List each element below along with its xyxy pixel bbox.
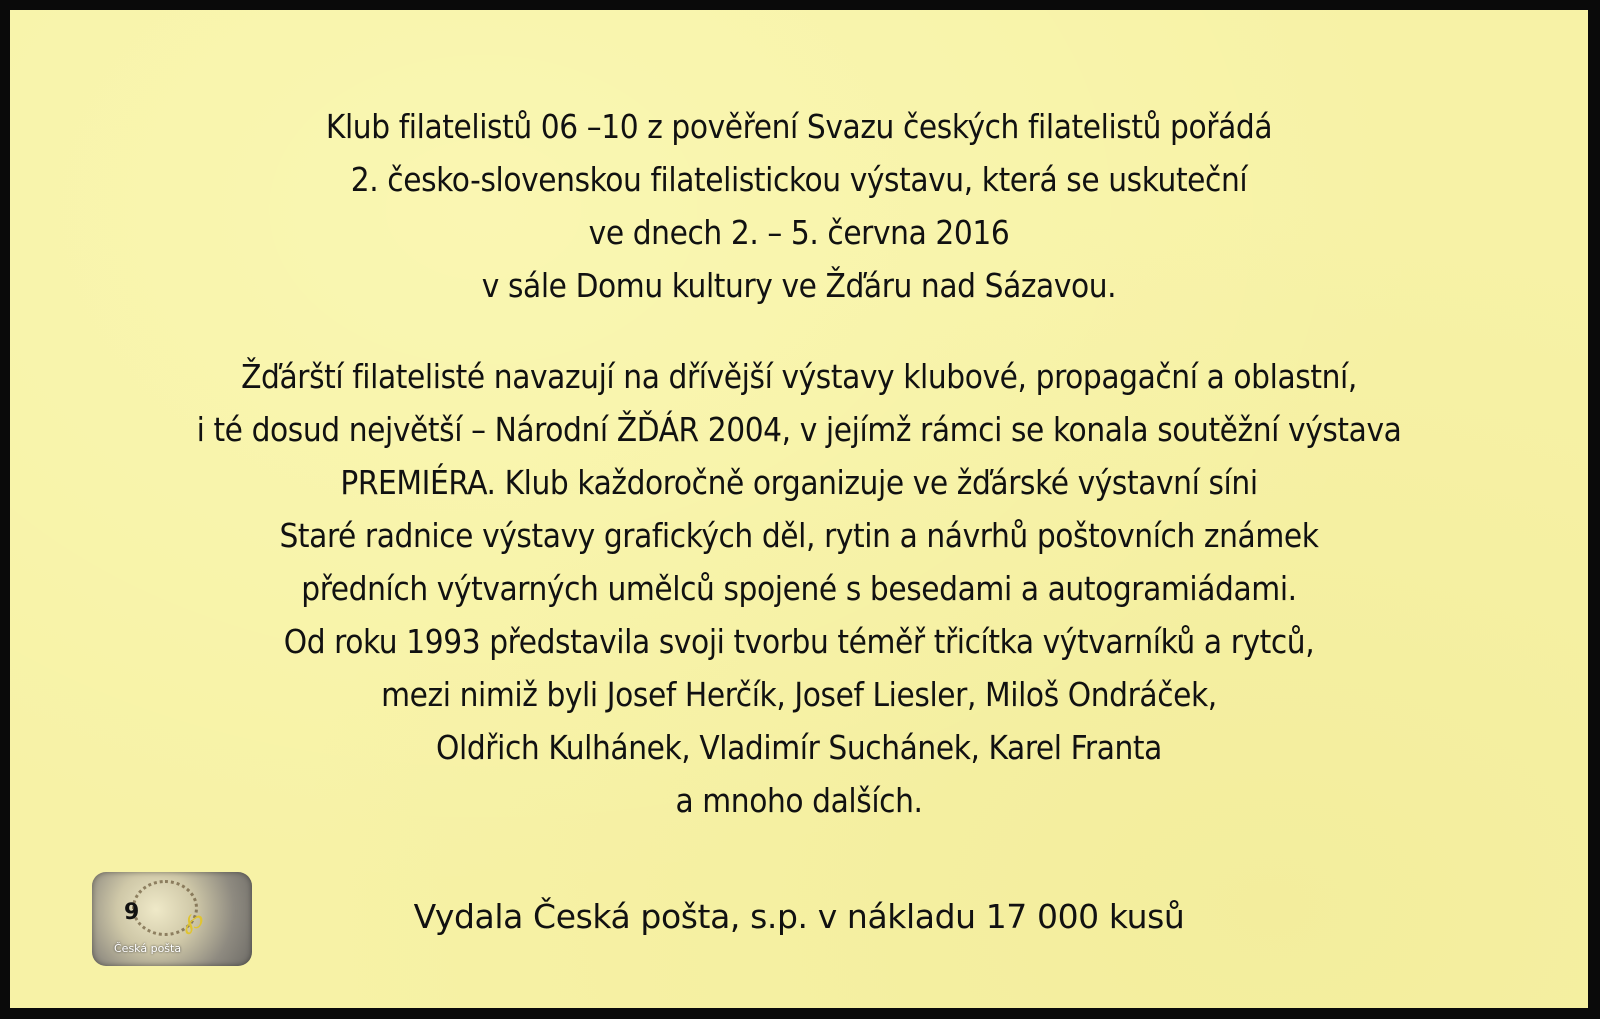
print-run-note: Vydala Česká pošta, s.p. v nákladu 17 000 kusů [413,897,1185,936]
paragraph-line: Žďárští filatelisté navazují na dřívější výstavy klubové, propagační a oblastní, [241,357,1357,396]
paragraph-line: Oldřich Kulhánek, Vladimír Suchánek, Karel Franta [436,728,1162,767]
event-announcement-paragraph [10,100,1588,312]
stamp-value: 9 [124,900,140,925]
paragraph-line: mezi nimiž byli Josef Herčík, Josef Liesler, Miloš Ondráček, [381,675,1217,714]
paragraph-line: PREMIÉRA. Klub každoročně organizuje ve žďárské výstavní síni [340,463,1258,502]
paragraph-line: Klub filatelistů 06 –10 z pověření Svazu českých filatelistů pořádá [325,107,1273,146]
paragraph-line: Staré radnice výstavy grafických děl, rytin a návrhů poštovních známek [279,516,1319,555]
paragraph-line: ve dnech 2. – 5. června 2016 [588,213,1010,252]
info-card [10,10,1588,1008]
paragraph-line: Od roku 1993 představila svoji tvorbu téměř třicítka výtvarníků a rytců, [283,622,1315,661]
paragraph-line: i té dosud největší – Národní ŽĎÁR 2004, v jejímž rámci se konala soutěžní výstava [196,410,1402,449]
post-horn-icon: ℘ [184,902,204,935]
paragraph-line: předních výtvarných umělců spojené s besedami a autogramiádami. [301,569,1297,608]
paragraph-line: v sále Domu kultury ve Žďáru nad Sázavou. [481,266,1117,305]
club-history-paragraph [10,350,1588,827]
paragraph-line: 2. česko-slovenskou filatelistickou výstavu, která se uskuteční [350,160,1248,199]
stamp-issuer: Česká pošta [114,942,182,955]
paragraph-line: a mnoho dalších. [675,781,923,820]
